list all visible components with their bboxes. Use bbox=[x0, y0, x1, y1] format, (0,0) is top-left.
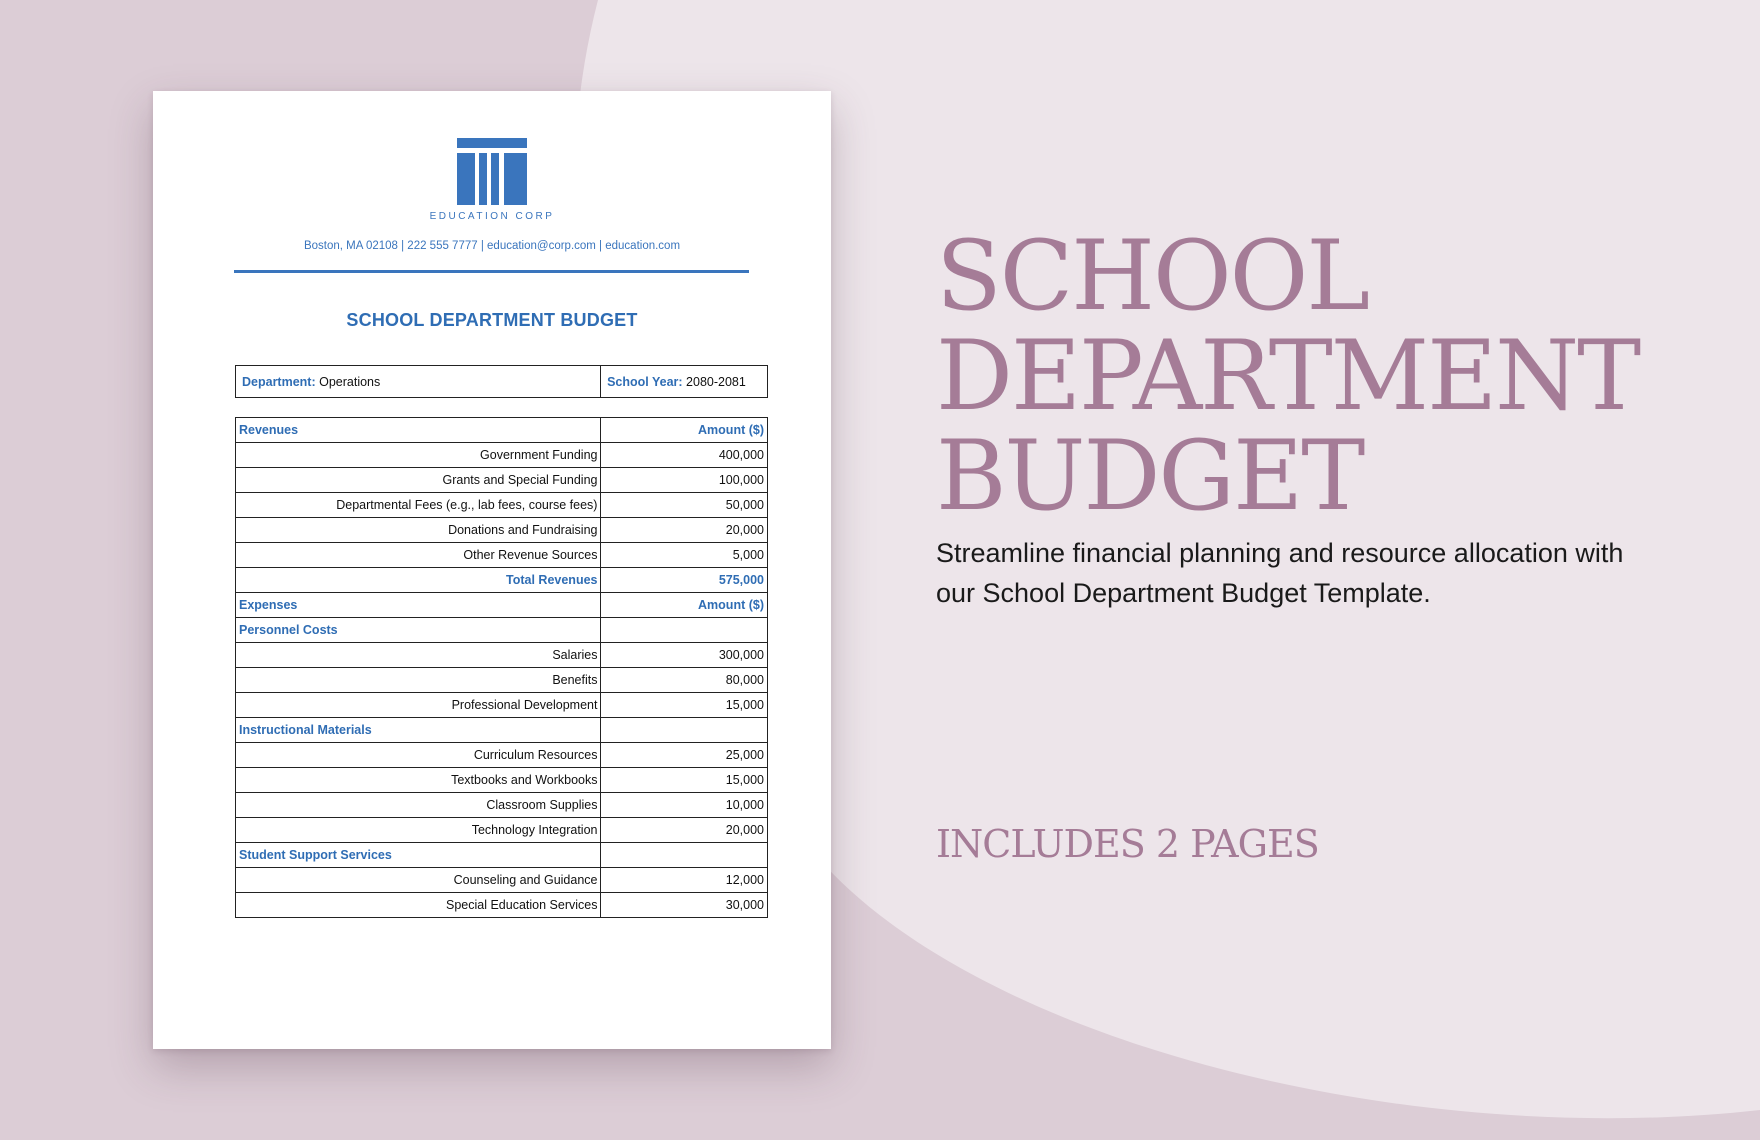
table-row bbox=[236, 693, 768, 718]
row-label: Other Revenue Sources bbox=[236, 543, 601, 568]
promo-title-line: SCHOOL bbox=[936, 220, 1369, 332]
row-amount: 15,000 bbox=[601, 693, 768, 718]
row-label: Professional Development bbox=[236, 693, 601, 718]
table-row bbox=[236, 593, 768, 618]
row-label: Grants and Special Funding bbox=[236, 468, 601, 493]
pillar-building-icon bbox=[457, 138, 527, 208]
promo-tagline: Streamline financial planning and resource allocation with our School Department Budget Template. bbox=[936, 538, 1624, 608]
row-amount: 10,000 bbox=[601, 793, 768, 818]
header-divider bbox=[234, 270, 749, 273]
promo-title-line: BUDGET bbox=[936, 420, 1364, 532]
table-row bbox=[236, 468, 768, 493]
school-year-value: 2080-2081 bbox=[686, 374, 746, 389]
table-row bbox=[236, 793, 768, 818]
table-row bbox=[236, 718, 768, 743]
pages-note: INCLUDES 2 PAGES bbox=[936, 822, 1319, 866]
table-row bbox=[236, 768, 768, 793]
table-row bbox=[236, 418, 768, 443]
table-row bbox=[236, 618, 768, 643]
row-label: Textbooks and Workbooks bbox=[236, 768, 601, 793]
info-table bbox=[235, 365, 768, 398]
row-label: Instructional Materials bbox=[236, 718, 601, 743]
table-row bbox=[236, 843, 768, 868]
row-amount: Amount ($) bbox=[601, 593, 768, 618]
row-amount bbox=[601, 718, 768, 743]
row-label: Curriculum Resources bbox=[236, 743, 601, 768]
row-label: Personnel Costs bbox=[236, 618, 601, 643]
row-label: Technology Integration bbox=[236, 818, 601, 843]
row-amount: 20,000 bbox=[601, 818, 768, 843]
promo-title bbox=[936, 220, 1736, 532]
row-label: Special Education Services bbox=[236, 893, 601, 918]
row-amount: 25,000 bbox=[601, 743, 768, 768]
table-row bbox=[236, 643, 768, 668]
school-year-cell bbox=[601, 366, 768, 398]
row-label: Salaries bbox=[236, 643, 601, 668]
department-label: Department: bbox=[242, 374, 316, 389]
table-row bbox=[236, 543, 768, 568]
school-year-label: School Year: bbox=[607, 374, 683, 389]
table-row bbox=[236, 568, 768, 593]
table-row bbox=[236, 818, 768, 843]
row-label: Revenues bbox=[236, 418, 601, 443]
row-amount: 12,000 bbox=[601, 868, 768, 893]
row-amount: 80,000 bbox=[601, 668, 768, 693]
row-label: Benefits bbox=[236, 668, 601, 693]
row-label: Student Support Services bbox=[236, 843, 601, 868]
row-amount: 400,000 bbox=[601, 443, 768, 468]
row-amount bbox=[601, 843, 768, 868]
department-value: Operations bbox=[319, 374, 381, 389]
row-amount: 15,000 bbox=[601, 768, 768, 793]
row-label: Government Funding bbox=[236, 443, 601, 468]
table-row bbox=[236, 668, 768, 693]
row-amount: 20,000 bbox=[601, 518, 768, 543]
table-row bbox=[236, 743, 768, 768]
table-row bbox=[236, 493, 768, 518]
document-title: SCHOOL DEPARTMENT BUDGET bbox=[346, 310, 638, 330]
row-amount: 575,000 bbox=[601, 568, 768, 593]
row-amount: 100,000 bbox=[601, 468, 768, 493]
table-row bbox=[236, 868, 768, 893]
row-label: Expenses bbox=[236, 593, 601, 618]
document-preview bbox=[153, 91, 831, 1049]
table-row bbox=[236, 518, 768, 543]
department-cell bbox=[236, 366, 601, 398]
budget-table bbox=[235, 417, 768, 918]
row-amount: Amount ($) bbox=[601, 418, 768, 443]
row-amount: 30,000 bbox=[601, 893, 768, 918]
table-row bbox=[236, 443, 768, 468]
logo-text: EDUCATION CORP bbox=[429, 211, 555, 222]
table-row bbox=[236, 893, 768, 918]
row-amount bbox=[601, 618, 768, 643]
promo-title-line: DEPARTMENT bbox=[936, 320, 1640, 432]
row-label: Classroom Supplies bbox=[236, 793, 601, 818]
row-amount: 5,000 bbox=[601, 543, 768, 568]
contact-line: Boston, MA 02108 | 222 555 7777 | education@corp.com | education.com bbox=[303, 240, 681, 252]
row-label: Total Revenues bbox=[236, 568, 601, 593]
row-amount: 300,000 bbox=[601, 643, 768, 668]
row-label: Departmental Fees (e.g., lab fees, course fees) bbox=[236, 493, 601, 518]
row-label: Counseling and Guidance bbox=[236, 868, 601, 893]
row-label: Donations and Fundraising bbox=[236, 518, 601, 543]
row-amount: 50,000 bbox=[601, 493, 768, 518]
